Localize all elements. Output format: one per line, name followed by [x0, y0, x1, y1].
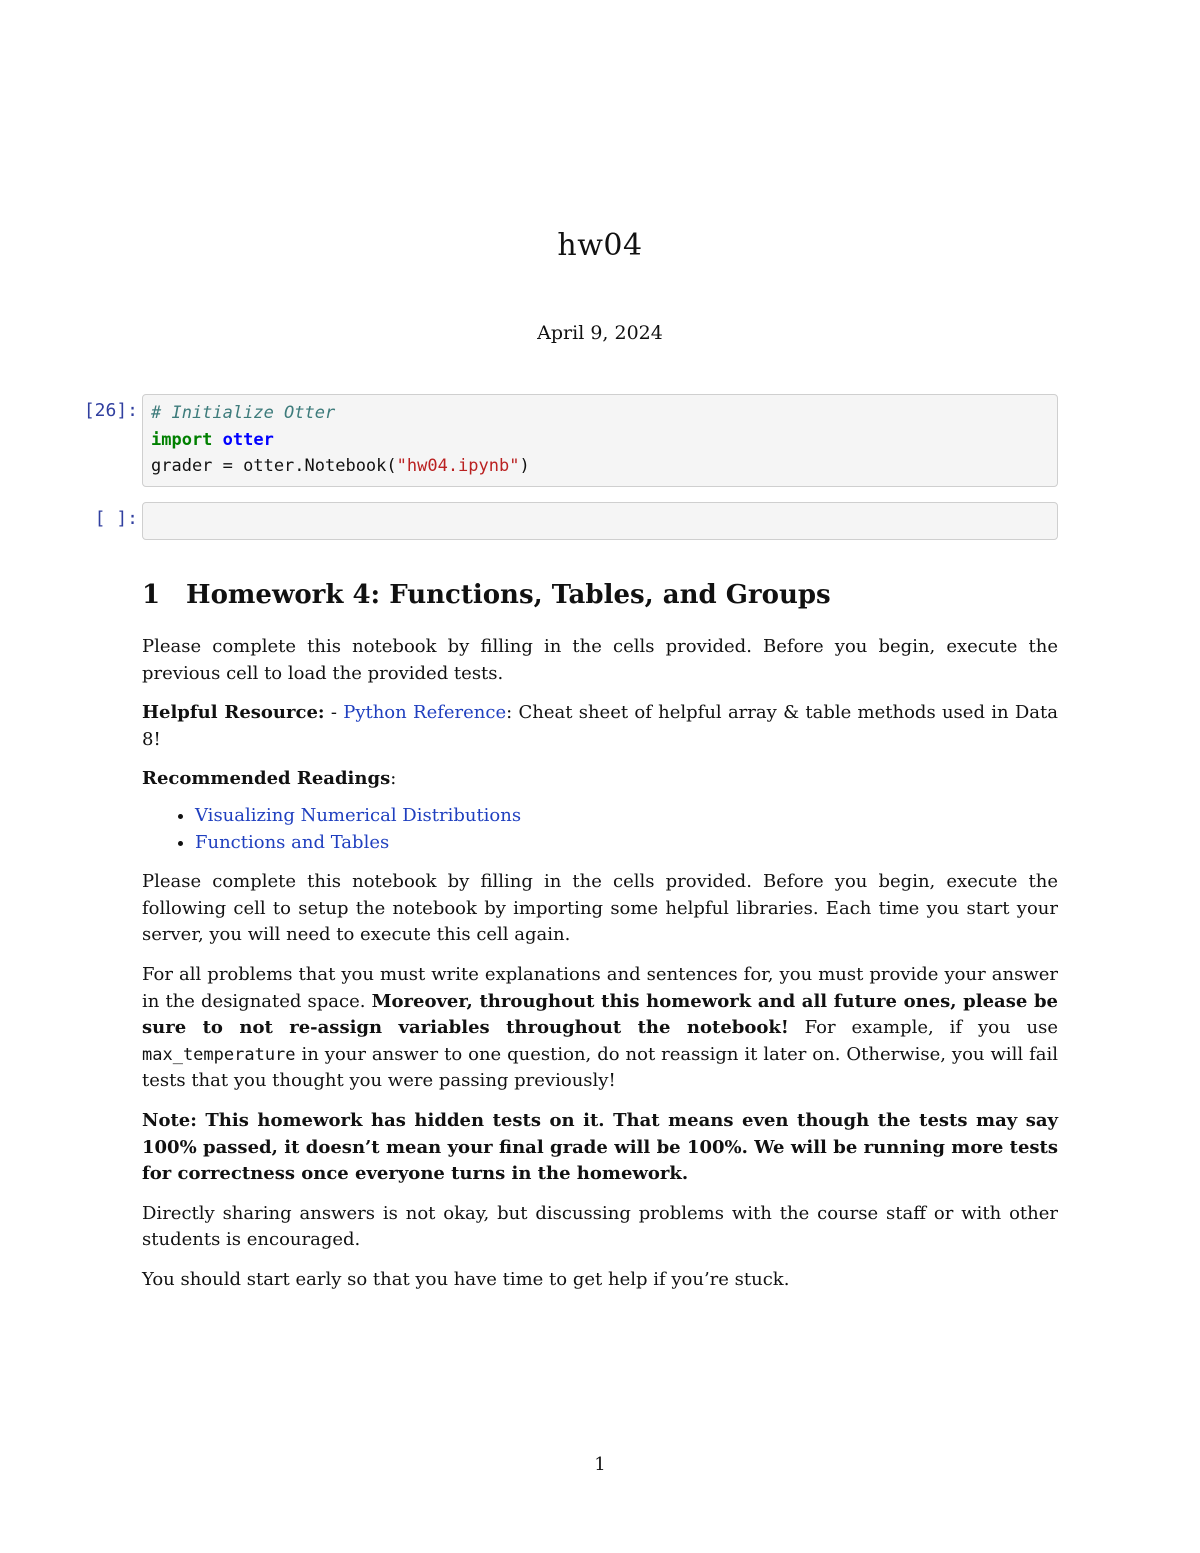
section-number: 1	[142, 580, 161, 610]
code-string: "hw04.ipynb"	[396, 456, 520, 476]
page-number: 1	[594, 1454, 606, 1475]
reading-link-visualizing[interactable]: Visualizing Numerical Distributions	[195, 804, 522, 826]
inline-code-variable: max_temperature	[142, 1044, 296, 1065]
note-bold: Note: This homework has hidden tests on it. That means even though the tests may say 100% passed, it doesn’t mean your final grade will be 100%. We will be running more tests for correctness once everyone turns in the homework.	[142, 1109, 1058, 1185]
code-cell-1[interactable]	[142, 394, 1058, 487]
sharing-paragraph: Directly sharing answers is not okay, but discussing problems with the course staff or with other students is encouraged.	[142, 1202, 1058, 1251]
cell-prompt-1: [26]:	[83, 400, 138, 421]
resource-description: : Cheat sheet of helpful array & table methods used in Data 8!	[142, 702, 1058, 750]
section-heading	[142, 580, 1058, 610]
code-comment: # Initialize Otter	[151, 403, 336, 423]
problems-bold-warning: Moreover, throughout this homework and all future ones, please be sure to not re-assign variables throughout the notebook!	[142, 990, 1058, 1039]
list-item	[195, 830, 1058, 857]
intro-paragraph: Please complete this notebook by filling in the cells provided. Before you begin, execute the previous cell to load the provided tests.	[142, 636, 1058, 684]
readings-label: Recommended Readings	[142, 768, 391, 790]
cell-prompt-2: [ ]:	[94, 508, 138, 529]
setup-paragraph: Please complete this notebook by filling in the cells provided. Before you begin, execute the following cell to setup the notebook by importing some helpful libraries. Each time you start your server, you will need to execute this cell again.	[142, 871, 1058, 946]
list-item	[195, 803, 1058, 830]
code-assign-suffix: )	[519, 456, 530, 476]
problems-text-b: For example, if you use	[788, 1017, 1058, 1039]
problems-text-a: For all problems that you must write explanations and sentences for, you must provide your answer in the designated space.	[142, 963, 1058, 1012]
document-date: April 9, 2024	[537, 322, 663, 344]
problems-paragraph	[142, 962, 1058, 1095]
section-title: Homework 4: Functions, Tables, and Groups	[186, 580, 831, 610]
document-title: hw04	[557, 228, 643, 263]
readings-list	[142, 803, 1058, 856]
readings-colon: :	[390, 768, 397, 790]
code-keyword-import: import	[151, 429, 213, 450]
code-module-name: otter	[222, 429, 274, 450]
readings-paragraph	[142, 766, 1058, 793]
start-early-paragraph: You should start early so that you have time to get help if you’re stuck.	[142, 1268, 790, 1290]
markdown-body	[142, 634, 1058, 1306]
reading-link-functions[interactable]: Functions and Tables	[195, 831, 390, 853]
python-reference-link[interactable]: Python Reference	[343, 702, 507, 724]
problems-text-c: in your answer to one question, do not reassign it later on. Otherwise, you will fail tests that you thought you were passing previously!	[142, 1043, 1058, 1092]
resource-label: Helpful Resource:	[142, 702, 325, 724]
note-paragraph	[142, 1108, 1058, 1188]
resource-paragraph	[142, 700, 1058, 753]
resource-dash: -	[324, 702, 344, 724]
code-cell-2-empty[interactable]	[142, 502, 1058, 540]
code-assign-prefix: grader = otter.Notebook(	[151, 456, 397, 476]
code-block	[143, 395, 1057, 485]
